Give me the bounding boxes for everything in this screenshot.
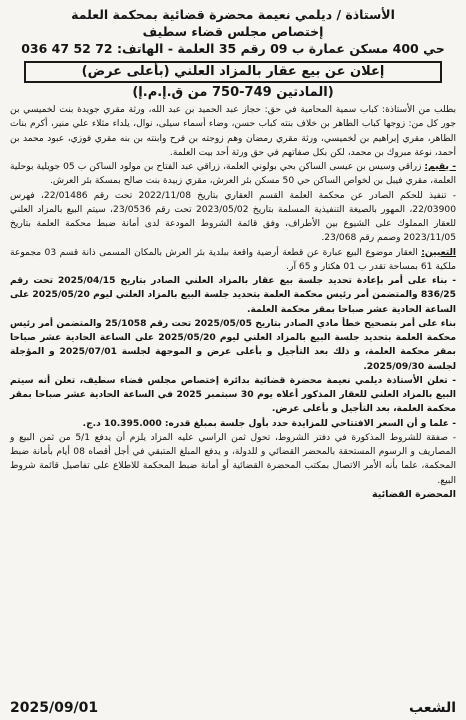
bailiff-name: الأستاذة / ديلمي نعيمة محضرة قضائية بمحكمة العلمة	[71, 7, 395, 22]
parties-text: زراقي وسيس بن عيسى الساكن بحي بولوني العلمة، زراقي عبد الفتاح بن مولود الساكن ب 05 جويلية بوحلية العلمة، مقري فيبل بن لخواص الساكن حي 50 مسكن بئر العرش، مقري زبيدة بنت صالح بمسكة بئر العرش.	[10, 162, 456, 187]
announcement-title: إعلان عن بيع عقار بالمزاد العلني (بأعلى عرض)	[24, 61, 442, 83]
paragraph-parties	[10, 160, 456, 189]
publication-footer	[10, 700, 456, 716]
paragraph-designation	[10, 246, 456, 275]
publication-date: 2025/09/01	[10, 700, 99, 716]
designation-label: التعيين:	[421, 247, 457, 258]
paragraph-correction-order: بناء على أمر بتصحيح خطأ مادي الصادر بتاريخ 2025/05/05 تحت رقم 25/1058 والمتضمن أمر رئيس محكمة العلمة بتحديد جلسة البيع بالمزاد العلني ليوم 2025/05/20 على الساعة الحادية عشر صباحا بمقر محكمة العلمة، و ذلك بعد التأجيل و بأعلى عرض و الموجهة لجلسة 2025/07/01 و المؤجلة لجلسة 2025/09/30.	[10, 318, 456, 372]
signature: المحضرة القضائية	[371, 488, 456, 500]
jurisdiction: إختصاص مجلس قضاء سطيف	[142, 24, 324, 39]
publication-name: الشعب	[408, 700, 456, 716]
paragraph-reschedule-order: - بناء على أمر بإعادة تحديد جلسة بيع عقار بالمزاد العلني الصادر بتاريخ 2025/04/15 تحت رقم 836/25 والمتضمن أمر رئيس محكمة العلمة بتحديد جلسة البيع بالمزاد العلني ليوم 2025/05/20 على الساعة الحادية عشر صباحا بمقر محكمة العلمة.	[10, 276, 456, 315]
paragraph-requester: بطلب من الأستاذة: كباب سمية المحامية في حق: حجاز عبد الحميد بن عبد الله، ورثة مقري جويدة بنت لخميسي بن جور كل من: زوجها كباب الطاهر بن خلاف بنته كباب حسن، وضاء أسماء سيلى، نوال، يلداء مثلاء علي منير، أكرم بنات الطاهر، مقري إبراهيم بن لخميسي، ورثة مقري رمضان وهم زوجته بن فرح وابنته بن بنه مقري فوزي، عبود محمد بن أحمد، نوعة مبروك بن محمد، لكن بكل صفاتهم في حق ورثة أحد بيت العلمة.	[10, 105, 456, 158]
paragraph-conditions: - صفقة للشروط المذكورة في دفتر الشروط، تحول ثمن الراسي عليه المزاد يلزم أن يدفع 5/1 من ثمن البيع و المصاريف و الرسوم المستحقة بالمحضر القضائي و للدولة، و يدفع المبلغ المتبقي في أجل أقصاه 08 أيام بأمانة ضبط المحكمة، علما بأنه الأمر الاتصال بمكتب المحضرة القضائية أو أمانة ضبط المحكمة للاطلاع على تفاصيل قائمة شروط البيع.	[10, 432, 456, 486]
announcement-subtitle: (المادتين 749-750 من ق.إ.م.إ)	[132, 85, 334, 100]
bailiff-address: حي 400 مسكن عمارة ب 09 رقم 35 العلمة - الهاتف: 72 52 47 036	[21, 41, 445, 56]
paragraph-opening-price: - علما و أن السعر الافتتاحي للمزايدة حدد بأول جلسة بمبلغ قدره: 10.395.000 د.ج.	[82, 418, 456, 429]
parties-label: - يقيم:	[424, 162, 456, 172]
paragraph-judgment: - تنفيذ للحكم الصادر عن محكمة العلمة القسم العقاري بتاريخ 2022/11/08 تحت رقم 22/01486، فهرس 22/03900، المهور بالصيغة التنفيذية المسلمة بتاريخ 2023/05/02 تحت رقم 23/0536، سيتم البيع بالمزاد العلني للعقار المملوك على الشيوع بين الأطراف، وفق قائمة الشروط المودعة لدى أمانة ضبط محكمة العلمة بتاريخ 2023/11/05 وصمم رقم 23/068.	[10, 190, 456, 244]
notice-body	[10, 103, 456, 501]
designation-text: العقار موضوع البيع عبارة عن قطعة أرضية واقعة ببلدية بئر العرش بالمكان المسمى ذانة قسم 03 مجموعة ملكية 61 بمساحة تقدر ب 01 هكتار و 65 آر.	[10, 247, 456, 272]
bailiff-header	[10, 6, 456, 58]
paragraph-sale-date: - تعلن الأستاذة ديلمي نعيمة محضرة قضائية بدائرة إختصاص مجلس قضاء سطيف، تعلن أنه سيتم البيع بالمزاد العلني للعقار المذكور أعلاه يوم 30 سبتمبر 2025 في الساعة الحادية عشر صباحا بمقر محكمة العلمة، بعد التأجيل و بأعلى عرض.	[10, 375, 456, 415]
